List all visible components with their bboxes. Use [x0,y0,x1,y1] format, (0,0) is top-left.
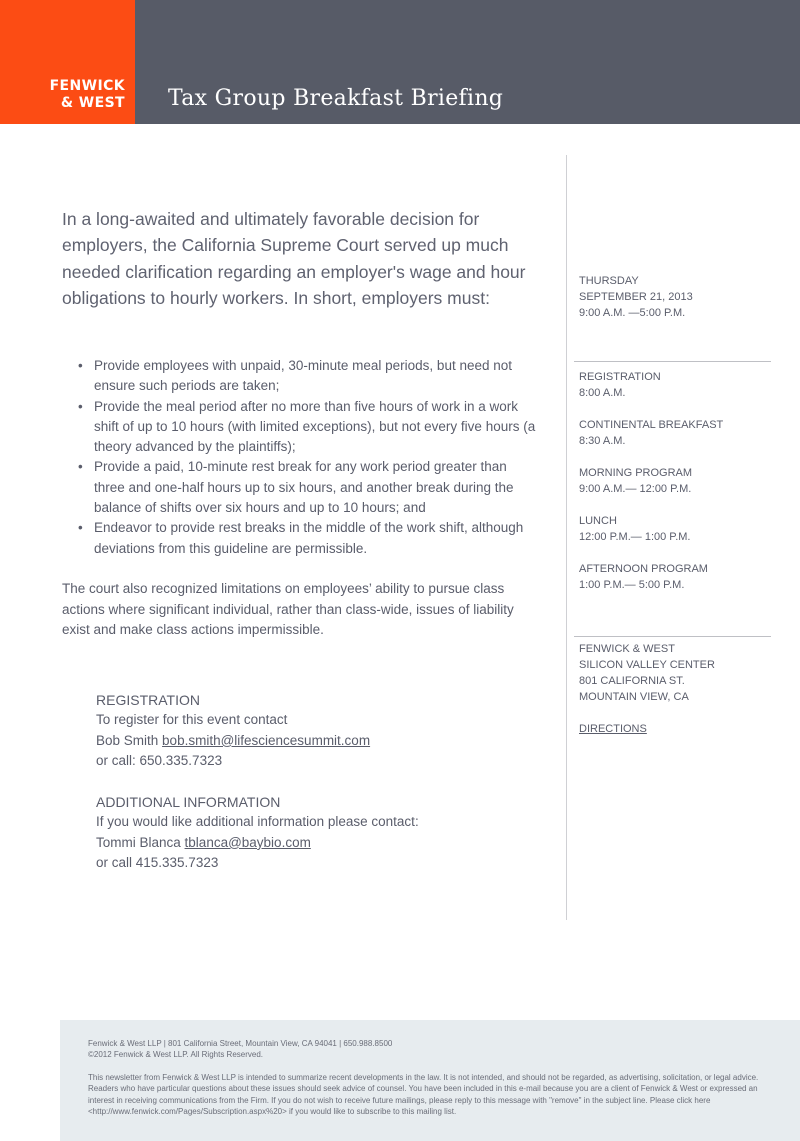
column-divider [566,155,567,920]
sidebar-divider [574,361,771,362]
list-item: • Provide a paid, 10-minute rest break for any work period greater than three and one-half hours up to six hours, and another break during the balance of shifts over six hours and up to 10 hours; and [78,457,538,518]
logo-line-1: FENWICK [49,78,125,94]
registration-phone: or call: 650.335.7323 [96,753,223,769]
fenwick-west-logo[interactable] [0,0,135,124]
additional-contact-name: Tommi Blanca [96,834,181,850]
list-item: • Provide employees with unpaid, 30-minute meal periods, but need not ensure such periods are taken; [78,356,538,397]
schedule-item-time: 1:00 P.M.— 5:00 P.M. [579,579,685,591]
registration-instructions: To register for this event contact [96,712,288,728]
registration-email-link[interactable]: bob.smith@lifesciencesummit.com [162,732,371,748]
additional-info-heading: ADDITIONAL INFORMATION [96,794,281,810]
page-title: Tax Group Breakfast Briefing [168,86,504,111]
schedule-item [579,417,779,449]
additional-info-phone: or call 415.335.7323 [96,855,219,871]
footer-copyright: ©2012 Fenwick & West LLP. All Rights Reserved. [88,1050,264,1060]
footer [60,1020,800,1141]
schedule-item-time: 12:00 P.M.— 1:00 P.M. [579,531,691,543]
list-item: • Endeavor to provide rest breaks in the middle of the work shift, although deviations from this guideline are permissible. [78,518,538,559]
obligations-list [78,356,538,559]
registration-contact [96,731,546,751]
additional-info-instructions: If you would like additional information please contact: [96,814,419,830]
registration-contact-name: Bob Smith [96,732,159,748]
event-day: THURSDAY [579,275,639,287]
footer-disclaimer: This newsletter from Fenwick & West LLP is intended to summarize recent developments in the law. It is not intended, and should not be regarded, as advertising, solicitation, or legal advice. Readers who have particular questions about these issues should seek advice of counsel. You have been included in this e-mail because you are a client of Fenwick & West or expressed an interest in receiving communications from the Firm. If you do not wish to receive future mailings, please reply to this message with "remove" in the subject line. Please click here <http://www.fenwick.com/Pages/Subscription.aspx%20> if you would like to subscribe to this mailing list. [88,1072,759,1117]
registration-heading: REGISTRATION [96,692,200,708]
footer-spacer [88,1061,768,1072]
schedule-item-label: LUNCH [579,515,617,527]
additional-email-link[interactable]: tblanca@baybio.com [184,834,311,850]
schedule-block [579,369,779,609]
footer-content [88,1038,768,1117]
sidebar-divider [574,636,771,637]
venue-line: 801 CALIFORNIA ST. [579,675,685,687]
header-bar [0,0,800,124]
intro-paragraph: In a long-awaited and ultimately favorable decision for employers, the California Supreme Court served up much needed clarification regarding an employer's wage and hour obligations to hourly workers. In short, employers must: [62,209,526,308]
schedule-item-label: MORNING PROGRAM [579,467,693,479]
schedule-item-label: REGISTRATION [579,371,661,383]
schedule-item-time: 9:00 A.M.— 12:00 P.M. [579,483,692,495]
schedule-item [579,561,779,593]
additional-info-section [96,792,546,874]
footer-address: Fenwick & West LLP | 801 California Street, Mountain View, CA 94041 | 650.988.8500 [88,1039,393,1048]
schedule-item [579,369,779,401]
venue-line: FENWICK & WEST [579,643,675,655]
directions-link[interactable]: DIRECTIONS [579,723,647,735]
logo-line-2: & WEST [60,95,125,111]
additional-info-contact [96,833,546,853]
venue-line: SILICON VALLEY CENTER [579,659,715,671]
venue-line: MOUNTAIN VIEW, CA [579,691,689,703]
event-date-block [579,273,779,321]
schedule-item-time: 8:00 A.M. [579,387,626,399]
schedule-item [579,513,779,545]
venue-address-block [579,641,779,705]
registration-section [96,690,546,772]
schedule-item-label: AFTERNOON PROGRAM [579,563,708,575]
logo-text [50,78,125,112]
list-item: • Provide the meal period after no more than five hours of work in a work shift of up to 10 hours (with limited exceptions), but not every five hours (a theory advanced by the plaintiffs); [78,397,538,458]
schedule-item [579,465,779,497]
event-time: 9:00 A.M. —5:00 P.M. [579,307,686,319]
event-date: SEPTEMBER 21, 2013 [579,291,693,303]
schedule-item-time: 8:30 A.M. [579,435,626,447]
court-paragraph: The court also recognized limitations on employees’ ability to pursue class actions where significant individual, rather than class-wide, issues of liability exist and make class actions impermissible. [62,581,514,638]
schedule-item-label: CONTINENTAL BREAKFAST [579,419,724,431]
